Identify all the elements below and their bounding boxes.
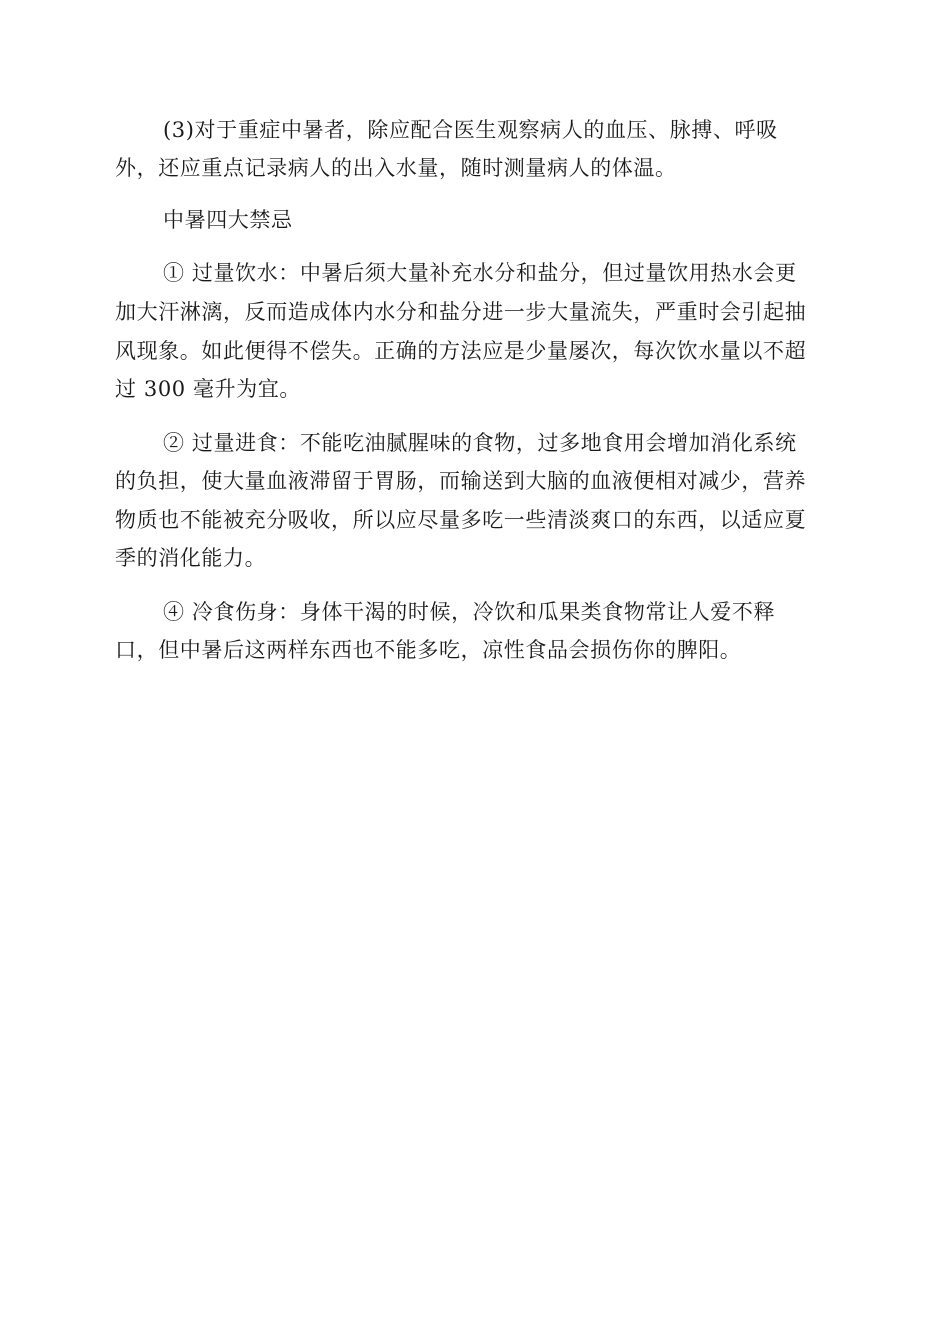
paragraph-line: 口，但中暑后这两样东西也不能多吃，凉性食品会损伤你的脾阳。 (115, 638, 742, 662)
paragraph-line: (3)对于重症中暑者，除应配合医生观察病人的血压、脉搏、呼吸 (163, 118, 778, 142)
paragraph-line: ① 过量饮水：中暑后须大量补充水分和盐分，但过量饮用热水会更 (163, 261, 797, 285)
paragraph-line: 物质也不能被充分吸收，所以应尽量多吃一些清淡爽口的东西，以适应夏 (115, 508, 807, 532)
paragraph-line: ④ 冷食伤身：身体干渴的时候，冷饮和瓜果类食物常让人爱不释 (163, 600, 776, 624)
section-heading: 中暑四大禁忌 (163, 208, 293, 232)
paragraph-line: ② 过量进食：不能吃油腻腥味的食物，过多地食用会增加消化系统 (163, 431, 797, 455)
paragraph-line: 的负担，使大量血液滞留于胃肠，而输送到大脑的血液便相对减少，营养 (115, 469, 807, 493)
paragraph-line: 外，还应重点记录病人的出入水量，随时测量病人的体温。 (115, 156, 677, 180)
paragraph-line: 加大汗淋漓，反而造成体内水分和盐分进一步大量流失，严重时会引起抽 (115, 300, 807, 324)
paragraph-line: 季的消化能力。 (115, 546, 267, 570)
paragraph-line: 过 300 毫升为宜。 (115, 377, 302, 401)
paragraph-line: 风现象。如此便得不偿失。正确的方法应是少量屡次，每次饮水量以不超 (115, 339, 807, 363)
